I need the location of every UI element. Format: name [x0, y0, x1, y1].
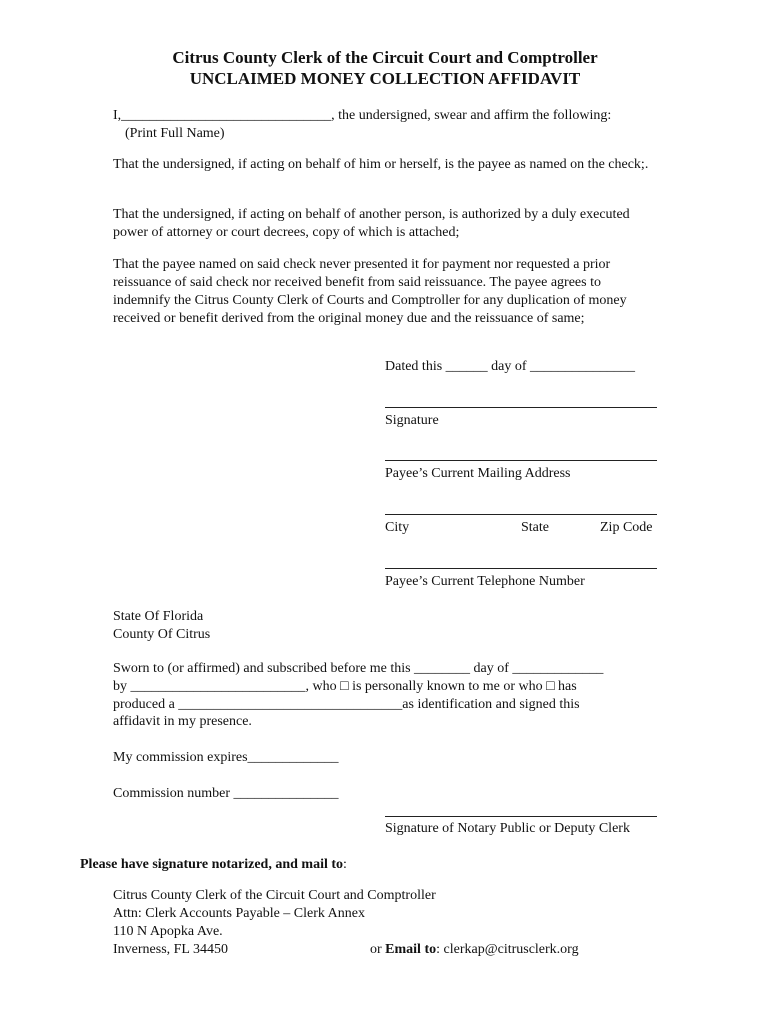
notary-signature-rule — [385, 816, 657, 817]
mailing-address-label: Payee’s Current Mailing Address — [385, 466, 571, 481]
payee-self-paragraph: That the undersigned, if acting on behalf of him or herself, is the payee as named on the check;. — [113, 157, 649, 172]
mail-instruction — [80, 856, 347, 874]
mail-address-line-3: 110 N Apopka Ave. — [113, 924, 223, 939]
telephone-label: Payee’s Current Telephone Number — [385, 574, 585, 589]
state-label: State — [521, 520, 549, 535]
signature-rule — [385, 407, 657, 408]
sworn-line-3: produced a ________________________________as identification and signed this — [113, 697, 580, 712]
email-label: Email to — [385, 942, 437, 957]
mail-address-line-4: Inverness, FL 34450 — [113, 942, 228, 957]
mail-address-line-1: Citrus County Clerk of the Circuit Court and Comptroller — [113, 888, 436, 903]
print-name-label: (Print Full Name) — [125, 126, 225, 141]
zip-code-label: Zip Code — [600, 520, 653, 535]
city-state-zip-rule — [385, 514, 657, 515]
dated-line: Dated this ______ day of _______________ — [385, 359, 636, 374]
mail-instruction-colon: : — [343, 857, 347, 872]
form-title: Citrus County Clerk of the Circuit Court and Comptroller — [172, 48, 598, 67]
notary-signature-label: Signature of Notary Public or Deputy Clerk — [385, 821, 630, 836]
mail-instruction-text: Please have signature notarized, and mail to — [80, 857, 344, 872]
authorized-agent-paragraph: That the undersigned, if acting on behalf of another person, is authorized by a duly executed power of attorney or court decrees, copy of which is attached; — [113, 207, 630, 240]
telephone-rule — [385, 568, 657, 569]
commission-expires: My commission expires_____________ — [113, 750, 339, 765]
address-rule — [385, 460, 657, 461]
city-label: City — [385, 520, 410, 535]
mail-address-line-2: Attn: Clerk Accounts Payable – Clerk Annex — [113, 906, 365, 921]
signature-label: Signature — [385, 413, 439, 428]
venue-state: State Of Florida — [113, 609, 204, 624]
print-name-line: I,______________________________, the undersigned, swear and affirm the following: — [113, 108, 612, 123]
commission-number: Commission number _______________ — [113, 786, 339, 801]
indemnify-paragraph: That the payee named on said check never presented it for payment nor requested a prior reissuance of said check nor received benefit from said reissuance. The payee agrees to indemnify the Citrus County Clerk of Courts and Comptroller for any duplication of money received or benefit derived from the original money due and the reissuance of same; — [113, 257, 627, 326]
email-line — [370, 941, 579, 959]
sworn-line-1: Sworn to (or affirmed) and subscribed before me this ________ day of _____________ — [113, 661, 604, 676]
form-subtitle: UNCLAIMED MONEY COLLECTION AFFIDAVIT — [189, 69, 581, 88]
venue-county: County Of Citrus — [113, 627, 211, 642]
email-prefix: or — [370, 942, 386, 957]
email-address[interactable]: : clerkap@citrusclerk.org — [436, 942, 579, 957]
sworn-line-4: affidavit in my presence. — [113, 714, 252, 729]
sworn-line-2: by _________________________, who □ is personally known to me or who □ has — [113, 679, 577, 694]
